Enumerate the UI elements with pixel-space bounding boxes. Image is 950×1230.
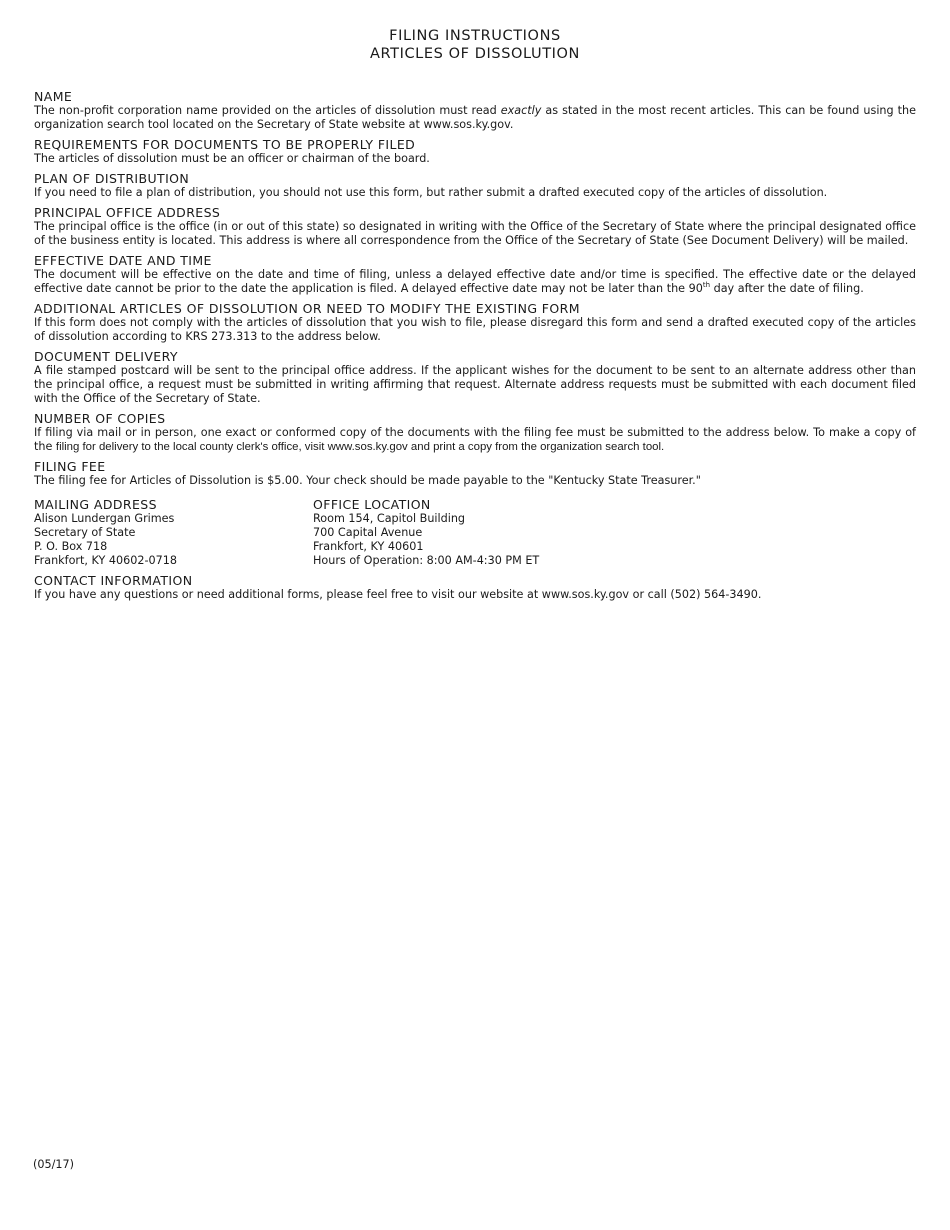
section-heading: FILING FEE	[34, 459, 106, 474]
emphasis-text: exactly	[500, 104, 542, 117]
section-plan-of-distribution	[34, 171, 916, 200]
document-title	[34, 27, 916, 63]
address-line: Room 154, Capitol Building	[313, 512, 466, 525]
text-part: The document will be effective on the date and time of filing, unless a delayed effective date and/or time is specified. The effective date or the delayed effective date cannot be prior to the date the application is filed. A delayed effective date may not be later than the 90	[34, 268, 916, 295]
address-line: P. O. Box 718	[34, 540, 108, 553]
section-name	[34, 89, 916, 132]
section-text: If this form does not comply with the articles of dissolution that you wish to file, please disregard this form and send a drafted executed copy of the articles of dissolution according to KRS 273.313 to the address below.	[34, 316, 916, 343]
office-location	[313, 497, 916, 568]
superscript: th	[702, 281, 711, 289]
title-line-2: ARTICLES OF DISSOLUTION	[369, 46, 581, 62]
section-heading: ADDITIONAL ARTICLES OF DISSOLUTION OR NEED TO MODIFY THE EXISTING FORM	[34, 301, 580, 316]
section-heading: PRINCIPAL OFFICE ADDRESS	[34, 205, 221, 220]
section-text	[34, 426, 916, 454]
title-line-1: FILING INSTRUCTIONS	[389, 28, 561, 44]
text-part: as stated in the most recent articles. This can be found using the organization search tool located on the Secretary of State website at www.sos.ky.gov.	[34, 104, 916, 131]
section-additional-articles	[34, 301, 916, 344]
section-principal-office	[34, 205, 916, 248]
section-heading: MAILING ADDRESS	[34, 497, 157, 512]
address-line: Hours of Operation: 8:00 AM-4:30 PM ET	[313, 554, 540, 567]
section-text	[34, 268, 916, 296]
section-number-of-copies	[34, 411, 916, 454]
section-text: The principal office is the office (in or out of this state) so designated in writing with the Office of the Secretary of State where the principal designated office of the business entity is located. This address is where all correspondence from the Office of the Secretary of State (See Document Delivery) will be mailed.	[34, 220, 916, 247]
filing-instructions-page	[34, 27, 916, 607]
section-text: A file stamped postcard will be sent to the principal office address. If the applicant wishes for the document to be sent to an alternate address other than the principal office, a request must be submitted in writing affirming that request. Alternate address requests must be submitted with each document filed with the Office of the Secretary of State.	[34, 364, 916, 405]
section-filing-fee	[34, 459, 916, 488]
section-text: If you have any questions or need additional forms, please feel free to visit our website at www.sos.ky.gov or call (502) 564-3490.	[34, 588, 762, 601]
text-part: The non-profit corporation name provided on the articles of dissolution must read	[34, 104, 501, 117]
section-heading: EFFECTIVE DATE AND TIME	[34, 253, 212, 268]
address-line: Frankfort, KY 40601	[313, 540, 424, 553]
address-line: 700 Capital Avenue	[313, 526, 423, 539]
section-heading: REQUIREMENTS FOR DOCUMENTS TO BE PROPERLY FILED	[34, 137, 416, 152]
section-heading: PLAN OF DISTRIBUTION	[34, 171, 190, 186]
section-effective-date	[34, 253, 916, 296]
address-columns	[34, 497, 916, 568]
section-text: The articles of dissolution must be an officer or chairman of the board.	[34, 152, 430, 165]
section-document-delivery	[34, 349, 916, 406]
address-line: Alison Lundergan Grimes	[34, 512, 175, 525]
text-part: If filing via mail or in person, one exact or conformed copy of the documents with the filing fee must be submitted to the address below. To make a copy of the	[34, 426, 916, 453]
section-heading: NUMBER OF COPIES	[34, 411, 166, 426]
section-requirements	[34, 137, 916, 166]
section-text: If you need to file a plan of distribution, you should not use this form, but rather submit a drafted executed copy of the articles of dissolution.	[34, 186, 828, 199]
section-heading: CONTACT INFORMATION	[34, 573, 193, 588]
mailing-address	[34, 497, 313, 568]
section-text	[34, 104, 916, 132]
section-text: The filing fee for Articles of Dissolution is $5.00. Your check should be made payable to the "Kentucky State Treasurer."	[34, 474, 701, 487]
section-heading: OFFICE LOCATION	[313, 497, 431, 512]
section-contact-information	[34, 573, 916, 602]
section-heading: NAME	[34, 89, 73, 104]
form-revision-date: (05/17)	[33, 1158, 74, 1171]
address-line: Secretary of State	[34, 526, 136, 539]
section-heading: DOCUMENT DELIVERY	[34, 349, 178, 364]
text-part: filing for delivery to the local county clerk's office, visit www.sos.ky.gov and print a copy from the organization search tool.	[55, 441, 665, 453]
text-part: day after the date of filing.	[710, 282, 864, 295]
address-line: Frankfort, KY 40602-0718	[34, 554, 177, 567]
